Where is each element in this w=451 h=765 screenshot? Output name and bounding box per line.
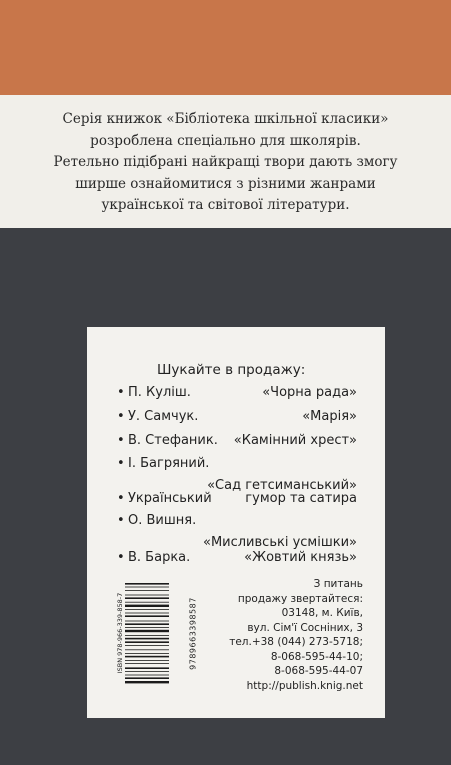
barcode-bar: [125, 645, 169, 646]
book-title: «Камінний хрест»: [233, 433, 357, 448]
book-author: П. Куліш.: [128, 385, 191, 400]
barcode-bar: [125, 641, 169, 643]
barcode-bar: [125, 635, 169, 636]
book-item: [117, 456, 377, 493]
contact-line: 8-068-595-44-10;: [270, 650, 363, 663]
contact-line: тел.+38 (044) 273-5718;: [229, 636, 363, 648]
barcode-bar: [125, 677, 169, 679]
book-author: І. Багряний.: [128, 456, 210, 471]
barcode-bar: [125, 675, 169, 676]
book-item: [117, 491, 377, 513]
description-line: Ретельно підібрані найкращі твори дають змогу: [53, 154, 398, 170]
book-author: У. Самчук.: [128, 409, 199, 424]
book-title: «Сад гетсиманський»: [207, 478, 357, 493]
book-title: гумор та сатира: [245, 491, 357, 506]
barcode-bars: [121, 581, 173, 687]
barcode-bar: [125, 649, 169, 650]
series-description: [0, 95, 451, 228]
book-title: «Мисливські усмішки»: [202, 535, 357, 550]
barcode: [107, 581, 198, 687]
barcode-bar: [125, 613, 169, 614]
description-line: ширше ознайомитися з різними жанрами: [75, 175, 376, 192]
barcode-bar: [125, 590, 169, 591]
barcode-bar: [125, 660, 169, 661]
barcode-bar: [125, 638, 169, 640]
bullet-icon: •: [117, 513, 125, 528]
book-author: В. Барка.: [128, 550, 191, 565]
barcode-bar: [125, 671, 169, 672]
barcode-bar: [125, 653, 169, 654]
contact-line: вул. Сім'ї Сосніних, 3: [247, 621, 363, 634]
barcode-bar: [125, 627, 169, 628]
contact-line: 8-068-595-44-07: [274, 665, 363, 677]
website-link[interactable]: http://publish.knig.net: [246, 679, 363, 692]
book-title: «Чорна рада»: [262, 385, 357, 400]
barcode-bar: [125, 623, 169, 625]
cover-top-band: [0, 0, 451, 95]
bullet-icon: •: [117, 433, 125, 448]
bullet-icon: •: [117, 550, 125, 565]
book-item: [117, 385, 377, 407]
barcode-bar: [125, 595, 169, 596]
barcode-bar: [125, 583, 169, 585]
barcode-bar: [125, 597, 169, 599]
barcode-bar: [125, 587, 169, 588]
bullet-icon: •: [117, 409, 125, 424]
contact-line: продажу звертайтеся:: [237, 592, 363, 605]
contact-line: З питань: [313, 578, 363, 590]
bullet-icon: •: [117, 385, 125, 400]
book-item: [117, 550, 377, 572]
barcode-bar: [125, 667, 169, 669]
book-author: Український: [128, 491, 212, 506]
book-item: [117, 513, 377, 550]
contact-line: 03148, м. Київ,: [281, 607, 363, 619]
barcode-bar: [125, 609, 169, 610]
barcode-bar: [125, 615, 169, 617]
book-author: В. Стефаник.: [128, 433, 218, 448]
barcode-digits: 9789663398587: [188, 597, 198, 670]
bullet-icon: •: [117, 491, 125, 506]
isbn-text: ISBN 978-966-339-858-7: [116, 592, 124, 674]
barcode-bar: [125, 605, 169, 607]
book-author: О. Вишня.: [128, 513, 197, 528]
sales-contact: [229, 577, 363, 693]
barcode-bar: [125, 602, 169, 603]
book-title: «Жовтий князь»: [244, 550, 357, 565]
barcode-bar: [125, 630, 169, 632]
book-title: «Марія»: [302, 409, 357, 424]
bullet-icon: •: [117, 456, 125, 471]
barcode-bar: [125, 681, 169, 683]
book-item: [117, 433, 377, 455]
description-line: української та світової літератури.: [101, 197, 350, 213]
description-line: розроблена спеціально для школярів.: [90, 132, 361, 149]
catalog-card: [87, 327, 385, 718]
description-line: Серія книжок «Бібліотека шкільної класики»: [62, 111, 389, 127]
barcode-bar: [125, 656, 169, 658]
barcode-bar: [125, 621, 169, 622]
catalog-heading: Шукайте в продажу:: [157, 362, 306, 378]
barcode-bar: [125, 663, 169, 664]
book-item: [117, 409, 377, 431]
